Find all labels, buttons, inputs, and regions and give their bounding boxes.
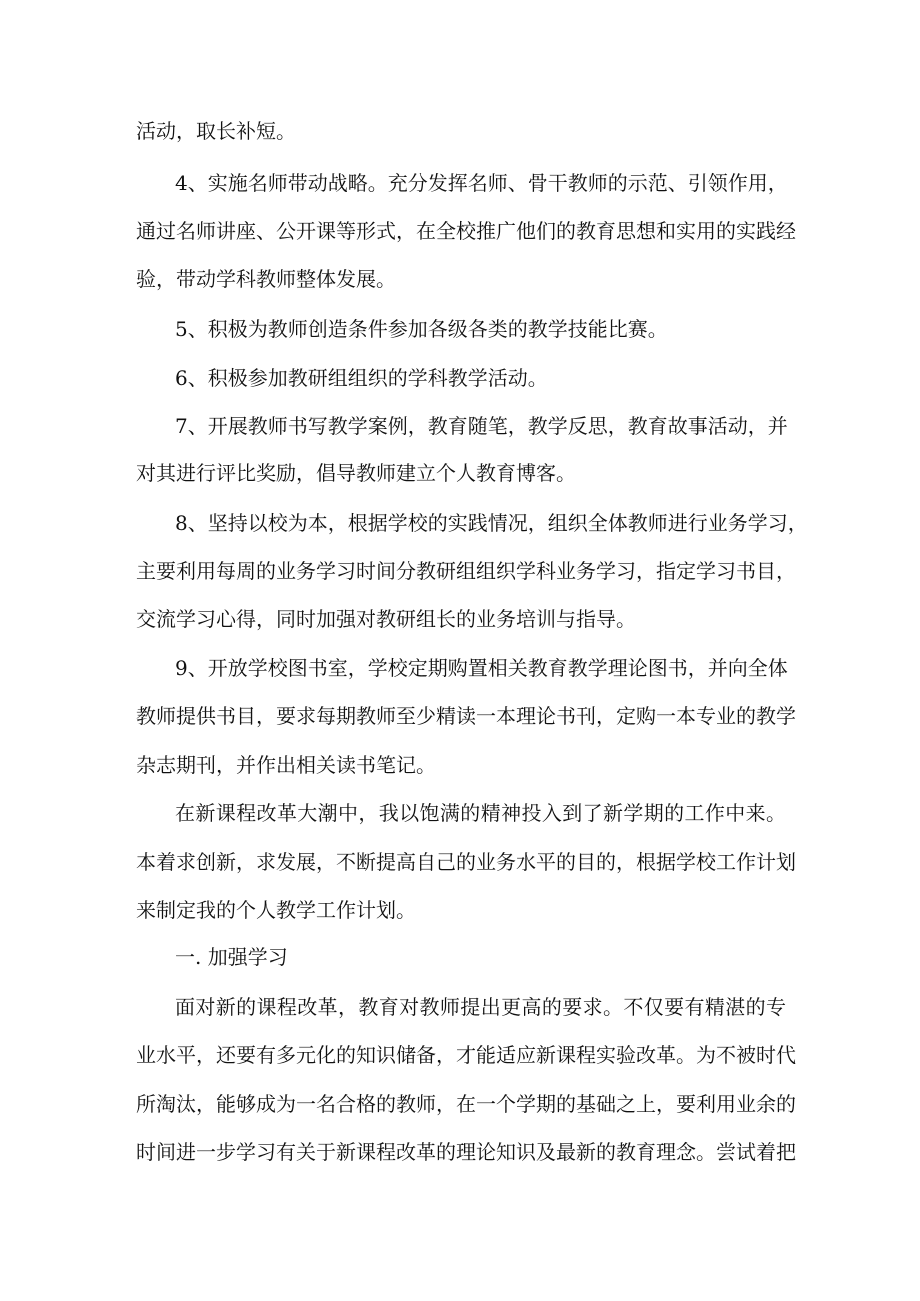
section-heading: 一. 加强学习: [175, 945, 288, 969]
paragraph-line: 6、积极参加教研组组织的学科教学活动。: [175, 366, 548, 390]
paragraph-line: 对其进行评比奖励，倡导教师建立个人教育博客。: [136, 461, 576, 485]
paragraph-line: 9、开放学校图书室，学校定期购置相关教育教学理论图书，并向全体: [175, 656, 788, 680]
paragraph-line: 交流学习心得，同时加强对教研组长的业务培训与指导。: [136, 607, 636, 631]
paragraph-line: 5、积极为教师创造条件参加各级各类的教学技能比赛。: [175, 317, 668, 341]
paragraph-line: 时间进一步学习有关于新课程改革的理论知识及最新的教育理念。尝试着把: [136, 1140, 796, 1164]
paragraph-line: 8、坚持以校为本，根据学校的实践情况，组织全体教师进行业务学习，: [175, 511, 808, 535]
paragraph-line: 来制定我的个人教学工作计划。: [136, 898, 416, 922]
paragraph-line: 在新课程改革大潮中，我以饱满的精神投入到了新学期的工作中来。: [175, 801, 786, 825]
paragraph-line: 教师提供书目，要求每期教师至少精读一本理论书刊，定购一本专业的教学: [136, 704, 796, 728]
paragraph-line: 7、开展教师书写教学案例，教育随笔，教学反思，教育故事活动，并: [175, 414, 788, 438]
paragraph-line: 通过名师讲座、公开课等形式，在全校推广他们的教育思想和实用的实践经: [136, 219, 796, 243]
paragraph-line: 4、实施名师带动战略。充分发挥名师、骨干教师的示范、引领作用，: [175, 171, 788, 195]
paragraph-line: 杂志期刊，并作出相关读书笔记。: [136, 753, 436, 777]
paragraph-line: 验，带动学科教师整体发展。: [136, 267, 396, 291]
paragraph-line: 活动，取长补短。: [136, 119, 296, 143]
paragraph-line: 本着求创新，求发展，不断提高自己的业务水平的目的，根据学校工作计划: [136, 850, 796, 874]
paragraph-line: 主要利用每周的业务学习时间分教研组组织学科业务学习，指定学习书目，: [136, 559, 796, 583]
paragraph-line: 所淘汰，能够成为一名合格的教师，在一个学期的基础之上，要利用业余的: [136, 1092, 796, 1116]
paragraph-line: 面对新的课程改革，教育对教师提出更高的要求。不仅要有精湛的专: [175, 995, 786, 1019]
paragraph-line: 业水平，还要有多元化的知识储备，才能适应新课程实验改革。为不被时代: [136, 1043, 796, 1067]
